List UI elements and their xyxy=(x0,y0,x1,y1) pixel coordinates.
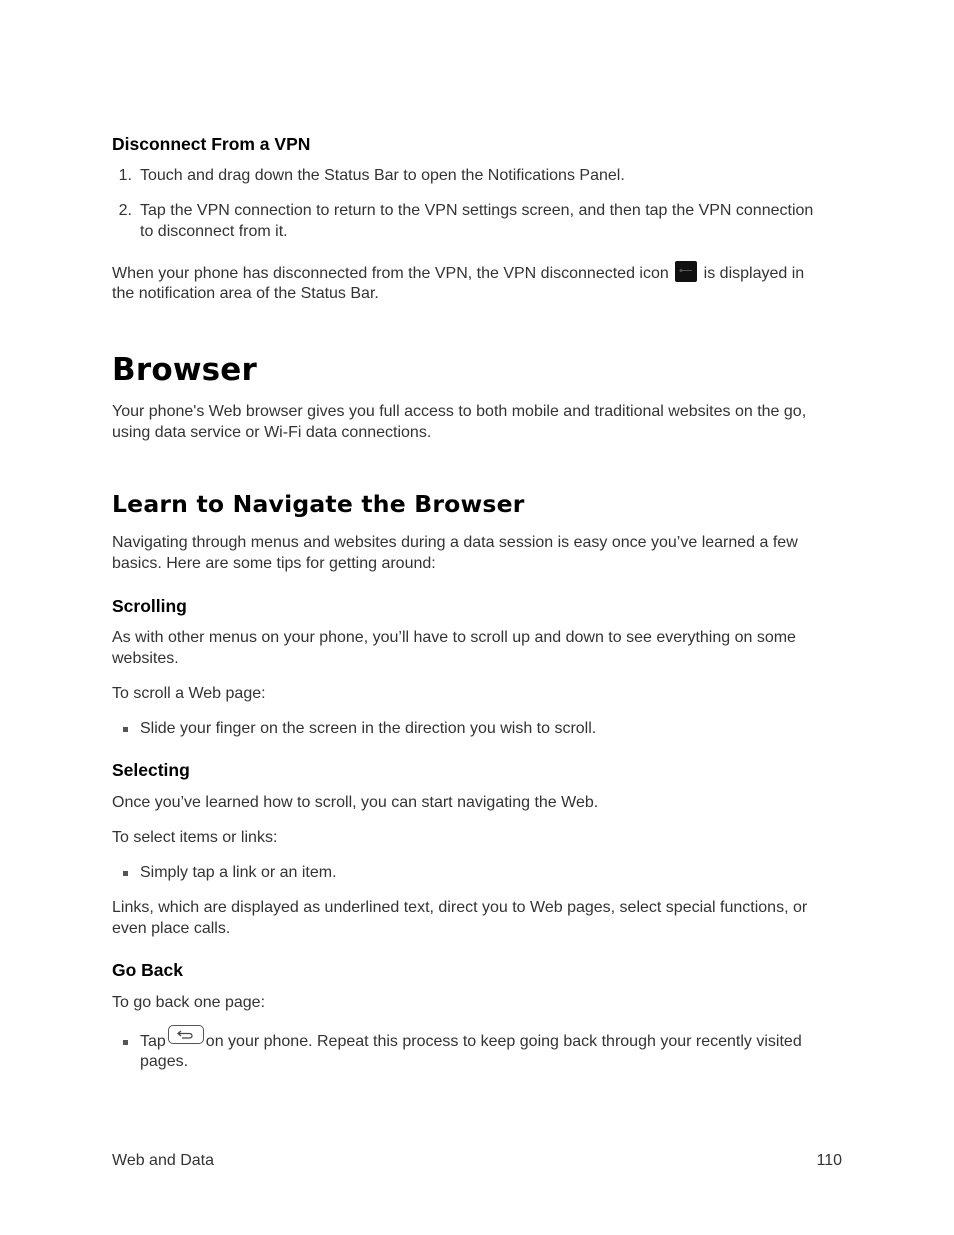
browser-title: Browser xyxy=(112,352,258,388)
scrolling-paragraph-line-1: As with other menus on your phone, you’ll have to scroll up and down to see everything on some xyxy=(112,629,796,646)
step-text-line-2: to disconnect from it. xyxy=(140,223,288,240)
scrolling-heading: Scrolling xyxy=(112,596,187,616)
bullet-text: Slide your finger on the screen in the direction you wish to scroll. xyxy=(140,720,597,737)
selecting-instruction: To select items or links: xyxy=(112,829,278,846)
bullet-text: on your phone. Repeat this process to keep going back through your recently visited xyxy=(205,1033,802,1050)
links-paragraph-line-1: Links, which are displayed as underlined text, direct you to Web pages, select special functions, or xyxy=(112,899,808,916)
step-number: 1. xyxy=(118,167,132,184)
bullet-icon xyxy=(123,871,128,876)
vpn-note-text: is displayed in xyxy=(703,265,805,282)
go-back-heading: Go Back xyxy=(112,960,183,980)
scrolling-paragraph-line-2: websites. xyxy=(112,650,179,667)
back-key-icon xyxy=(168,1025,204,1044)
disconnect-vpn-heading: Disconnect From a VPN xyxy=(112,134,311,154)
list-item xyxy=(112,718,852,739)
vpn-note-text: When your phone has disconnected from the VPN, the VPN disconnected icon xyxy=(112,265,669,282)
bullet-icon xyxy=(123,1040,128,1045)
bullet-icon xyxy=(123,727,128,732)
bullet-text: Simply tap a link or an item. xyxy=(140,864,337,881)
bullet-text-line-1 xyxy=(140,1031,802,1052)
step-number: 2. xyxy=(118,202,132,219)
selecting-paragraph: Once you’ve learned how to scroll, you can start navigating the Web. xyxy=(112,794,599,811)
scrolling-instruction: To scroll a Web page: xyxy=(112,685,266,702)
step-2 xyxy=(112,200,852,242)
step-1 xyxy=(112,165,852,186)
footer-section: Web and Data xyxy=(112,1152,214,1169)
selecting-heading: Selecting xyxy=(112,760,190,780)
list-item xyxy=(112,862,852,883)
step-text-line-1: Tap the VPN connection to return to the VPN settings screen, and then tap the VPN connection xyxy=(140,202,814,219)
browser-intro-line-1: Your phone's Web browser gives you full access to both mobile and traditional websites on the go, xyxy=(112,403,807,420)
navigate-title: Learn to Navigate the Browser xyxy=(112,490,525,518)
list-item xyxy=(112,1031,852,1073)
page-number: 110 xyxy=(816,1152,842,1169)
vpn-note-line-2: the notification area of the Status Bar. xyxy=(112,285,379,302)
vpn-disconnected-icon xyxy=(675,261,697,282)
browser-intro-line-2: using data service or Wi-Fi data connections. xyxy=(112,424,432,441)
vpn-note-line-1 xyxy=(112,263,804,284)
navigate-intro-line-1: Navigating through menus and websites during a data session is easy once you’ve learned a few xyxy=(112,534,798,551)
bullet-text: Tap xyxy=(140,1033,166,1050)
links-paragraph-line-2: even place calls. xyxy=(112,920,231,937)
step-text: Touch and drag down the Status Bar to open the Notifications Panel. xyxy=(140,167,625,184)
bullet-text-line-2: pages. xyxy=(140,1053,189,1070)
go-back-instruction: To go back one page: xyxy=(112,994,266,1011)
navigate-intro-line-2: basics. Here are some tips for getting around: xyxy=(112,555,436,572)
